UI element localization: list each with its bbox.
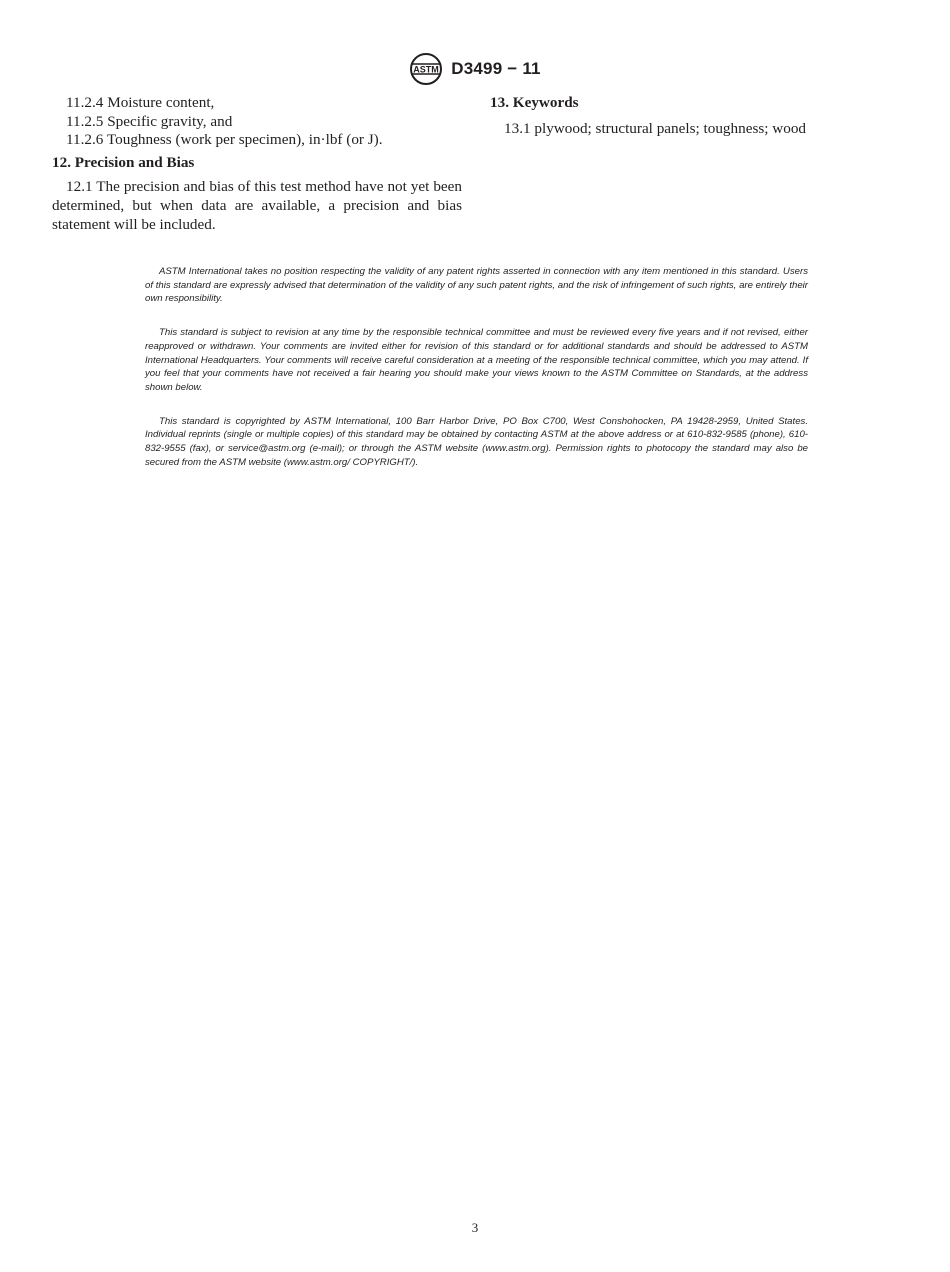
section-13-heading: 13. Keywords <box>490 94 579 111</box>
designation: D3499 − 11 <box>451 59 541 78</box>
legal-notices <box>145 265 808 489</box>
list-item: 11.2.5 Specific gravity, and <box>66 112 233 130</box>
list-item: 11.2.4 Moisture content, <box>66 94 215 111</box>
revision-notice: This standard is subject to revision at any time by the responsible technical committee and must be reviewed every five years and if not revised, either reapproved or withdrawn. Your comments are invited either for revision of this standard or for additional standards and should be addressed to ASTM International Headquarters. Your comments will receive careful consideration at a meeting of the responsible technical committee, which you may attend. If you feel that your comments have not received a fair hearing you should make your views known to the ASTM Committee on Standards, at the address shown below. <box>145 327 808 393</box>
section-12-paragraph: 12.1 The precision and bias of this test method have not yet been determined, but when data are available, a precision and bias statement will be included. <box>52 178 462 233</box>
left-column <box>52 94 462 234</box>
right-column <box>490 94 900 138</box>
patent-notice: ASTM International takes no position respecting the validity of any patent rights asserted in connection with any item mentioned in this standard. Users of this standard are expressly advised that determination of the validity of any such patent rights, and the risk of infringement of such rights, are entirely their own responsibility. <box>145 266 808 305</box>
section-12-heading: 12. Precision and Bias <box>52 153 195 171</box>
section-13-paragraph: 13.1 plywood; structural panels; toughness; wood <box>504 119 807 137</box>
page-header <box>0 52 950 86</box>
list-item: 11.2.6 Toughness (work per specimen), in·lbf (or J). <box>66 131 383 149</box>
page-number: 3 <box>471 1220 479 1235</box>
copyright-notice: This standard is copyrighted by ASTM International, 100 Barr Harbor Drive, PO Box C700, West Conshohocken, PA 19428-2959, United States. Individual reprints (single or multiple copies) of this standard may be obtained by contacting ASTM at the above address or at 610-832-9585 (phone), 610-832-9555 (fax), or service@astm.org (e-mail); or through the ASTM website (www.astm.org). Permission rights to photocopy the standard may also be secured from the ASTM website (www.astm.org/ COPYRIGHT/). <box>145 415 808 468</box>
astm-logo-icon <box>409 52 443 86</box>
logo-text: ASTM <box>413 64 440 75</box>
